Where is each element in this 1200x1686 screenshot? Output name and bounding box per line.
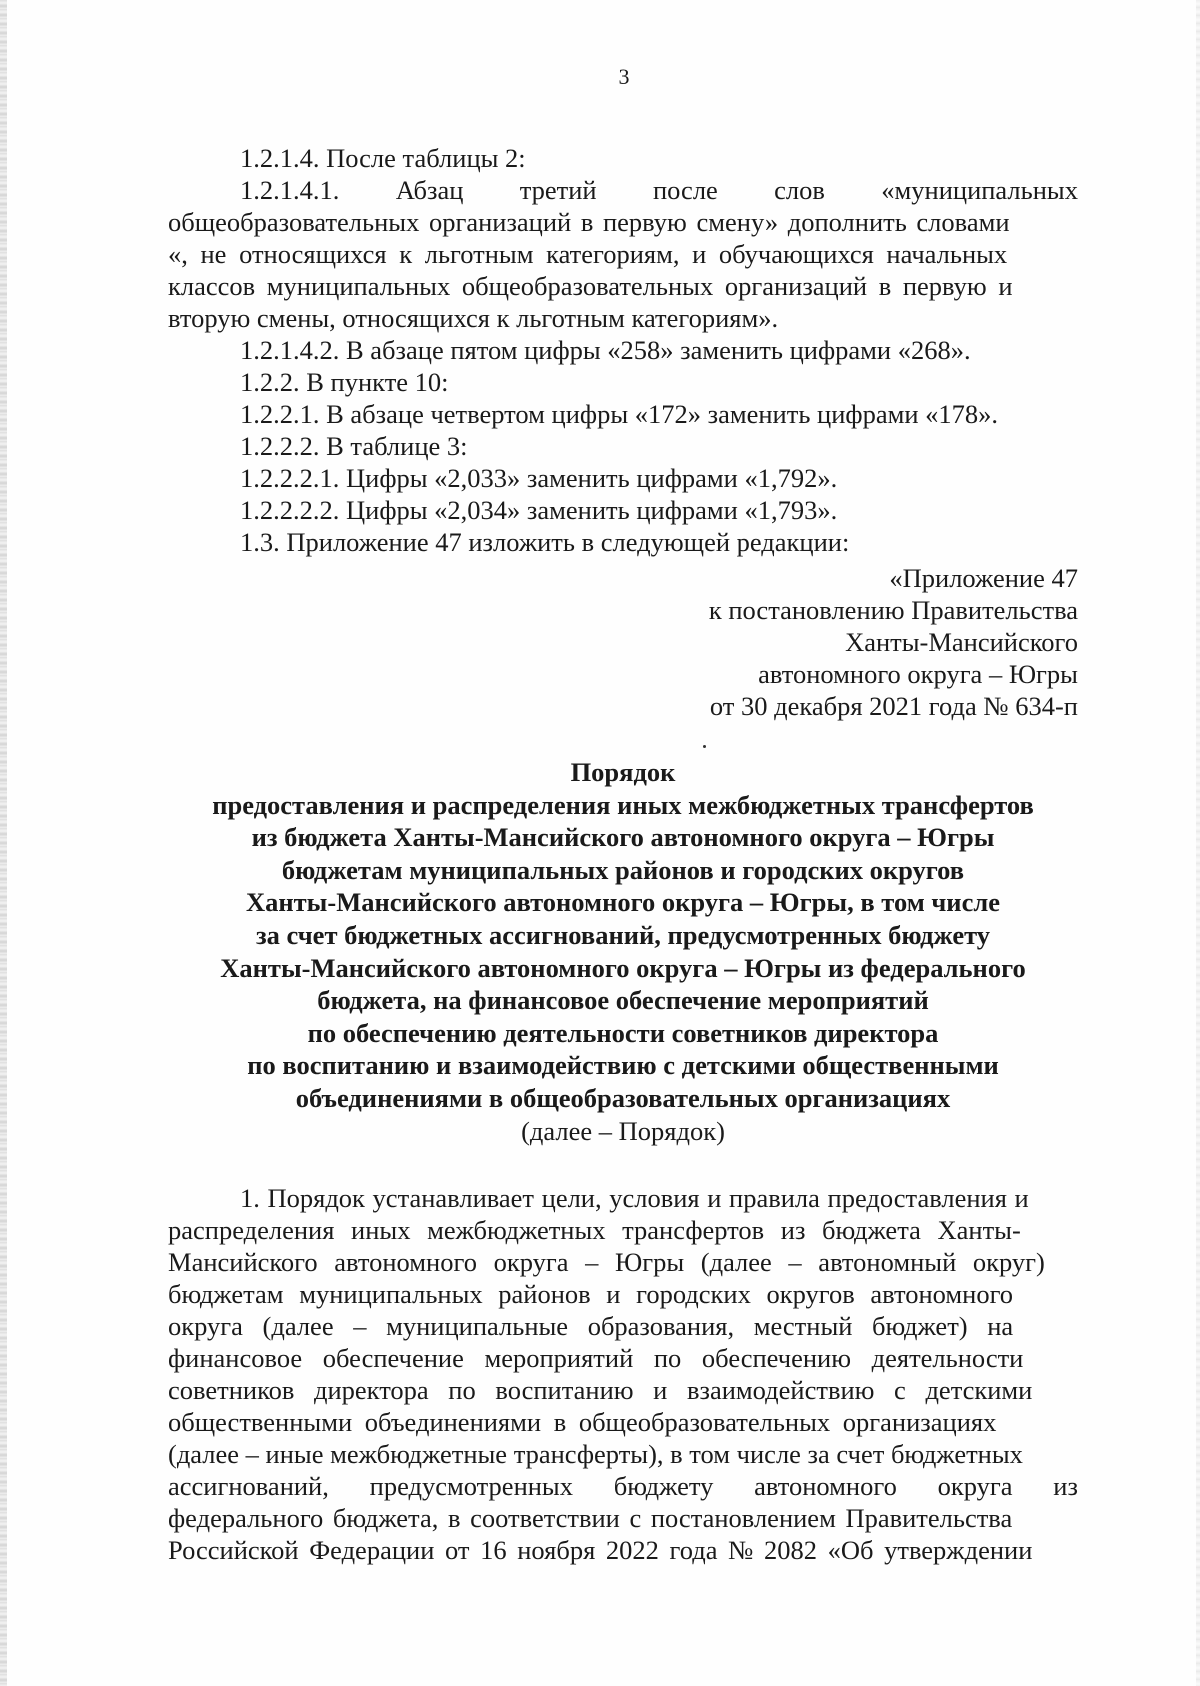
appendix-line: «Приложение 47 xyxy=(889,563,1078,593)
title-heading: Порядок xyxy=(570,757,676,787)
scan-edge-right xyxy=(1196,0,1200,1686)
word: предусмотренных xyxy=(369,1471,573,1501)
word: слов xyxy=(774,175,825,205)
text-line xyxy=(168,174,1078,206)
text-line: 1.2.1.4.2. В абзаце пятом цифры «258» заменить цифрами «268». xyxy=(240,335,971,365)
title-line: за счет бюджетных ассигнований, предусмотренных бюджету xyxy=(255,919,991,950)
title-line: по обеспечению деятельности советников директора xyxy=(307,1017,939,1048)
text-line: 1.2.1.4. После таблицы 2: xyxy=(240,143,526,173)
text-line: классов муниципальных общеобразовательных организаций в первую и xyxy=(168,271,1013,301)
text-line: федерального бюджета, в соответствии с постановлением Правительства xyxy=(168,1503,1013,1533)
word: округа xyxy=(937,1471,1013,1501)
word: бюджету xyxy=(613,1471,714,1501)
word: автономного xyxy=(754,1471,897,1501)
amendments-section xyxy=(168,142,1078,558)
title-line: бюджетам муниципальных районов и городских округов xyxy=(281,854,965,885)
word: третий xyxy=(519,175,597,205)
text-line: общеобразовательных организаций в первую смену» дополнить словами xyxy=(168,207,1010,237)
appendix-line: автономного округа – Югры xyxy=(758,659,1078,689)
text-line: 1. Порядок устанавливает цели, условия и правила предоставления и xyxy=(240,1183,1029,1213)
text-line: Мансийского автономного округа – Югры (далее – автономный округ) xyxy=(168,1247,1045,1277)
page-number: 3 xyxy=(618,64,630,89)
text-line: вторую смены, относящихся к льготным категориям». xyxy=(168,303,779,333)
word: после xyxy=(652,175,718,205)
text-line: Российской Федерации от 16 ноября 2022 года № 2082 «Об утверждении xyxy=(168,1535,1033,1565)
text-line: финансовое обеспечение мероприятий по обеспечению деятельности xyxy=(168,1343,1024,1373)
text-line: 1.2.2. В пункте 10: xyxy=(240,367,449,397)
text-line: 1.2.2.2.1. Цифры «2,033» заменить цифрами «1,792». xyxy=(240,463,838,493)
title-subtitle: (далее – Порядок) xyxy=(521,1115,725,1146)
word: из xyxy=(1053,1471,1078,1501)
text-line: 1.2.2.1. В абзаце четвертом цифры «172» заменить цифрами «178». xyxy=(240,399,999,429)
text-line: округа (далее – муниципальные образования, местный бюджет) на xyxy=(168,1311,1014,1341)
title-line: предоставления и распределения иных межбюджетных трансфертов xyxy=(212,789,1034,820)
paragraph-1 xyxy=(168,1182,1078,1566)
title-line: Ханты-Мансийского автономного округа – Югры из федерального xyxy=(220,952,1026,983)
title-line: из бюджета Ханты-Мансийского автономного округа – Югры xyxy=(251,822,995,853)
appendix-line: от 30 декабря 2021 года № 634-п xyxy=(709,691,1078,721)
text-line xyxy=(168,1470,1078,1502)
appendix-line: к постановлению Правительства xyxy=(708,595,1078,625)
text-line: общественными объединениями в общеобразовательных организациях xyxy=(168,1407,997,1437)
word: 1.2.1.4.1. xyxy=(240,175,340,205)
scan-edge-left xyxy=(0,0,7,1686)
title-line: по воспитанию и взаимодействию с детскими общественными xyxy=(247,1050,999,1081)
word: «муниципальных xyxy=(881,175,1078,205)
text-line: (далее – иные межбюджетные трансферты), в том числе за счет бюджетных xyxy=(168,1439,1023,1469)
text-line: бюджетам муниципальных районов и городских округов автономного xyxy=(168,1279,1014,1309)
word: Абзац xyxy=(395,175,464,205)
appendix-line: Ханты-Мансийского xyxy=(845,627,1078,657)
document-title xyxy=(168,756,1078,1147)
text-line: 1.2.2.2. В таблице 3: xyxy=(240,431,468,461)
word: ассигнований, xyxy=(168,1471,329,1501)
text-line: распределения иных межбюджетных трансфертов из бюджета Ханты- xyxy=(168,1215,1021,1245)
appendix-header xyxy=(709,562,1078,722)
text-line: 1.2.2.2.2. Цифры «2,034» заменить цифрами «1,793». xyxy=(240,495,838,525)
title-line: Ханты-Мансийского автономного округа – Югры, в том числе xyxy=(246,887,1000,918)
text-line: «, не относящихся к льготным категориям, и обучающихся начальных xyxy=(168,239,1008,269)
title-line: бюджета, на финансовое обеспечение мероприятий xyxy=(317,985,929,1016)
text-line: 1.3. Приложение 47 изложить в следующей редакции: xyxy=(240,527,850,557)
text-line: советников директора по воспитанию и взаимодействию с детскими xyxy=(168,1375,1033,1405)
scan-speck xyxy=(703,745,706,748)
title-line: объединениями в общеобразовательных организациях xyxy=(295,1082,951,1113)
